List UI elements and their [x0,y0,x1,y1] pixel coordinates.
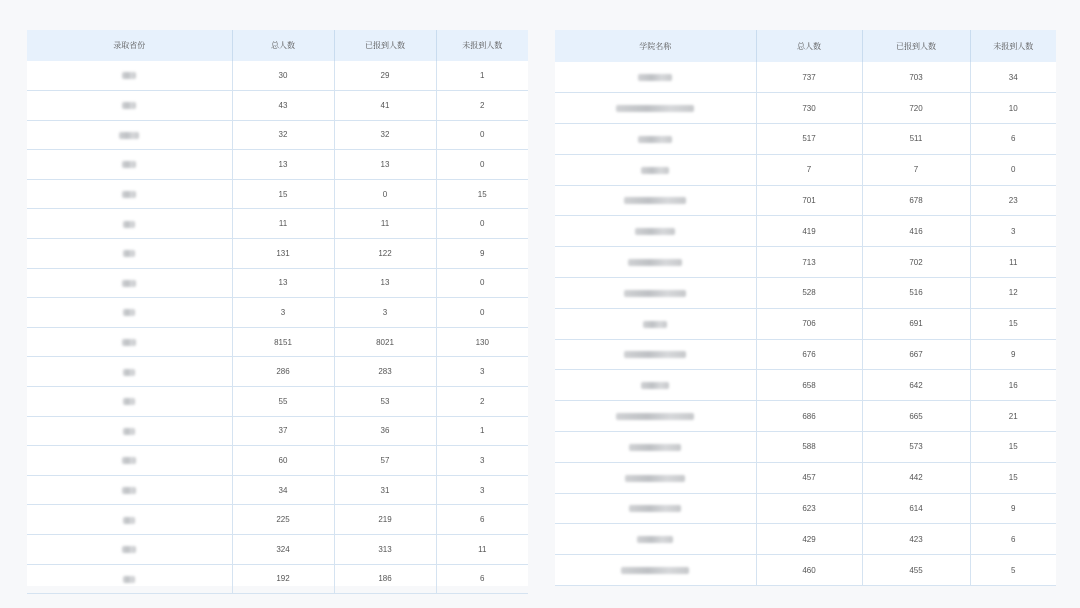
cell-reported: 423 [862,524,970,555]
cell-reported: 511 [862,124,970,155]
redacted-name-cell [555,247,756,278]
redacted-name-cell [555,93,756,124]
table-row [27,150,528,180]
cell-total: 517 [756,124,862,155]
cell-total: 30 [232,61,334,91]
cell-total: 13 [232,150,334,180]
header-college-name: 学院名称 [555,30,756,62]
header-total: 总人数 [232,30,334,61]
redacted-name [638,74,672,81]
cell-total: 286 [232,357,334,387]
redacted-name [122,280,136,287]
cell-unreported: 23 [970,185,1056,216]
redacted-name-cell [555,462,756,493]
cell-unreported: 6 [970,124,1056,155]
redacted-name-cell [27,150,232,180]
redacted-name-cell [555,555,756,586]
cell-reported: 455 [862,555,970,586]
redacted-name [624,351,686,358]
table-row [27,475,528,505]
cell-total: 8151 [232,327,334,357]
redacted-name-cell [27,505,232,535]
cell-reported: 53 [334,387,436,417]
cell-total: 324 [232,535,334,565]
cell-reported: 573 [862,432,970,463]
table-row [27,387,528,417]
redacted-name-cell [555,432,756,463]
cell-total: 32 [232,120,334,150]
cell-unreported: 1 [436,61,528,91]
redacted-name [624,197,686,204]
table-row [27,564,528,594]
cell-reported: 32 [334,120,436,150]
cell-reported: 642 [862,370,970,401]
redacted-name-cell [27,298,232,328]
cell-total: 623 [756,493,862,524]
cell-reported: 614 [862,493,970,524]
cell-total: 13 [232,268,334,298]
redacted-name-cell [555,154,756,185]
table-body [555,62,1056,586]
redacted-name [629,505,681,512]
table-row [555,62,1056,93]
cell-reported: 283 [334,357,436,387]
header-unreported: 未报到人数 [462,41,503,50]
cell-total: 55 [232,387,334,417]
cell-total: 419 [756,216,862,247]
table-row [27,298,528,328]
cell-reported: 57 [334,446,436,476]
table-row [555,524,1056,555]
college-table-panel [555,30,1056,586]
cell-total: 429 [756,524,862,555]
table-row [555,93,1056,124]
college-enrollment-table [555,30,1056,586]
cell-total: 34 [232,475,334,505]
table-row [27,179,528,209]
redacted-name [616,105,694,112]
redacted-name [625,475,685,482]
table-row [27,505,528,535]
cell-reported: 678 [862,185,970,216]
cell-unreported: 2 [436,387,528,417]
table-row [27,209,528,239]
cell-total: 701 [756,185,862,216]
cell-total: 60 [232,446,334,476]
cell-reported: 0 [334,179,436,209]
cell-total: 686 [756,401,862,432]
cell-reported: 3 [334,298,436,328]
redacted-name-cell [27,91,232,121]
cell-unreported: 12 [970,278,1056,309]
redacted-name-cell [555,493,756,524]
cell-unreported: 0 [436,209,528,239]
redacted-name-cell [27,179,232,209]
redacted-name-cell [555,401,756,432]
table-row [27,268,528,298]
table-row [27,91,528,121]
cell-unreported: 3 [436,357,528,387]
cell-unreported: 0 [436,120,528,150]
table-row [555,216,1056,247]
redacted-name [643,321,667,328]
cell-total: 15 [232,179,334,209]
redacted-name-cell [27,535,232,565]
redacted-name [123,250,135,257]
redacted-name [641,382,669,389]
redacted-name-cell [27,475,232,505]
table-row [555,185,1056,216]
table-row [27,446,528,476]
header-reported: 已报到人数 [862,30,970,62]
table-row [555,493,1056,524]
cell-reported: 13 [334,150,436,180]
cell-reported: 416 [862,216,970,247]
redacted-name [616,413,694,420]
table-row [555,401,1056,432]
cell-reported: 7 [862,154,970,185]
cell-reported: 29 [334,61,436,91]
province-table-panel [27,30,528,586]
cell-unreported: 3 [970,216,1056,247]
cell-reported: 691 [862,308,970,339]
redacted-name-cell [27,564,232,594]
table-row [555,555,1056,586]
cell-reported: 667 [862,339,970,370]
redacted-name [123,221,135,228]
cell-unreported: 16 [970,370,1056,401]
redacted-name [641,167,669,174]
cell-total: 588 [756,432,862,463]
cell-reported: 122 [334,239,436,269]
table-row [555,339,1056,370]
cell-total: 676 [756,339,862,370]
table-row [27,120,528,150]
cell-total: 3 [232,298,334,328]
cell-total: 37 [232,416,334,446]
cell-total: 192 [232,564,334,594]
table-row [555,278,1056,309]
cell-reported: 665 [862,401,970,432]
redacted-name [123,369,135,376]
cell-reported: 11 [334,209,436,239]
cell-total: 658 [756,370,862,401]
redacted-name-cell [27,120,232,150]
redacted-name [624,290,686,297]
cell-unreported: 11 [970,247,1056,278]
cell-unreported: 11 [436,535,528,565]
province-enrollment-table [27,30,528,594]
cell-unreported: 15 [970,308,1056,339]
header-total: 总人数 [756,30,862,62]
cell-unreported: 3 [436,446,528,476]
cell-total: 713 [756,247,862,278]
table-row [27,239,528,269]
table-row [555,370,1056,401]
table-row [555,124,1056,155]
header-unreported: 未报到人数 [993,41,1034,51]
table-row [27,535,528,565]
redacted-name-cell [27,357,232,387]
cell-unreported: 9 [436,239,528,269]
cell-unreported: 15 [970,432,1056,463]
table-header-row [555,30,1056,62]
redacted-name-cell [555,339,756,370]
cell-unreported: 0 [436,268,528,298]
cell-unreported: 9 [970,339,1056,370]
cell-unreported: 0 [436,150,528,180]
redacted-name [635,228,675,235]
redacted-name-cell [27,209,232,239]
redacted-name [122,72,136,79]
redacted-name [122,102,136,109]
cell-reported: 8021 [334,327,436,357]
redacted-name [122,546,136,553]
redacted-name-cell [555,370,756,401]
table-row [27,416,528,446]
table-header-row [27,30,528,61]
redacted-name [122,161,136,168]
cell-total: 460 [756,555,862,586]
redacted-name-cell [555,524,756,555]
cell-total: 737 [756,62,862,93]
cell-reported: 219 [334,505,436,535]
redacted-name-cell [555,124,756,155]
redacted-name-cell [555,308,756,339]
cell-unreported: 5 [970,555,1056,586]
cell-total: 730 [756,93,862,124]
redacted-name [629,444,681,451]
cell-unreported: 2 [436,91,528,121]
redacted-name [119,132,139,139]
table-row [555,308,1056,339]
redacted-name [122,339,136,346]
cell-unreported: 130 [436,327,528,357]
cell-unreported: 0 [436,298,528,328]
table-row [555,154,1056,185]
redacted-name [123,309,135,316]
redacted-name [123,517,135,524]
cell-unreported: 21 [970,401,1056,432]
cell-unreported: 6 [436,505,528,535]
table-row [555,247,1056,278]
cell-unreported: 15 [970,462,1056,493]
redacted-name [638,136,672,143]
cell-unreported: 6 [970,524,1056,555]
redacted-name [621,567,689,574]
redacted-name [122,487,136,494]
table-row [27,61,528,91]
cell-reported: 720 [862,93,970,124]
cell-total: 457 [756,462,862,493]
cell-unreported: 15 [436,179,528,209]
cell-reported: 703 [862,62,970,93]
table-row [27,327,528,357]
cell-unreported: 10 [970,93,1056,124]
cell-reported: 186 [334,564,436,594]
cell-total: 225 [232,505,334,535]
cell-unreported: 6 [436,564,528,594]
redacted-name-cell [27,416,232,446]
redacted-name-cell [27,61,232,91]
cell-unreported: 3 [436,475,528,505]
redacted-name-cell [27,446,232,476]
table-row [555,462,1056,493]
redacted-name [628,259,682,266]
cell-reported: 13 [334,268,436,298]
cell-reported: 313 [334,535,436,565]
table-row [27,357,528,387]
redacted-name [637,536,673,543]
cell-reported: 31 [334,475,436,505]
cell-reported: 36 [334,416,436,446]
cell-unreported: 34 [970,62,1056,93]
redacted-name-cell [555,216,756,247]
redacted-name-cell [27,327,232,357]
redacted-name-cell [27,239,232,269]
cell-unreported: 0 [970,154,1056,185]
cell-reported: 41 [334,91,436,121]
redacted-name-cell [27,387,232,417]
cell-total: 7 [756,154,862,185]
cell-reported: 702 [862,247,970,278]
redacted-name [123,398,135,405]
cell-total: 11 [232,209,334,239]
cell-reported: 442 [862,462,970,493]
redacted-name [123,428,135,435]
cell-unreported: 1 [436,416,528,446]
cell-total: 706 [756,308,862,339]
redacted-name [122,191,136,198]
cell-total: 131 [232,239,334,269]
cell-reported: 516 [862,278,970,309]
redacted-name-cell [27,268,232,298]
redacted-name-cell [555,278,756,309]
cell-total: 43 [232,91,334,121]
redacted-name-cell [555,62,756,93]
redacted-name [122,457,136,464]
redacted-name-cell [555,185,756,216]
cell-total: 528 [756,278,862,309]
cell-unreported: 9 [970,493,1056,524]
header-province: 录取省份 [27,30,232,61]
header-reported: 已报到人数 [334,30,436,61]
table-body [27,61,528,594]
redacted-name [123,576,135,583]
table-row [555,432,1056,463]
